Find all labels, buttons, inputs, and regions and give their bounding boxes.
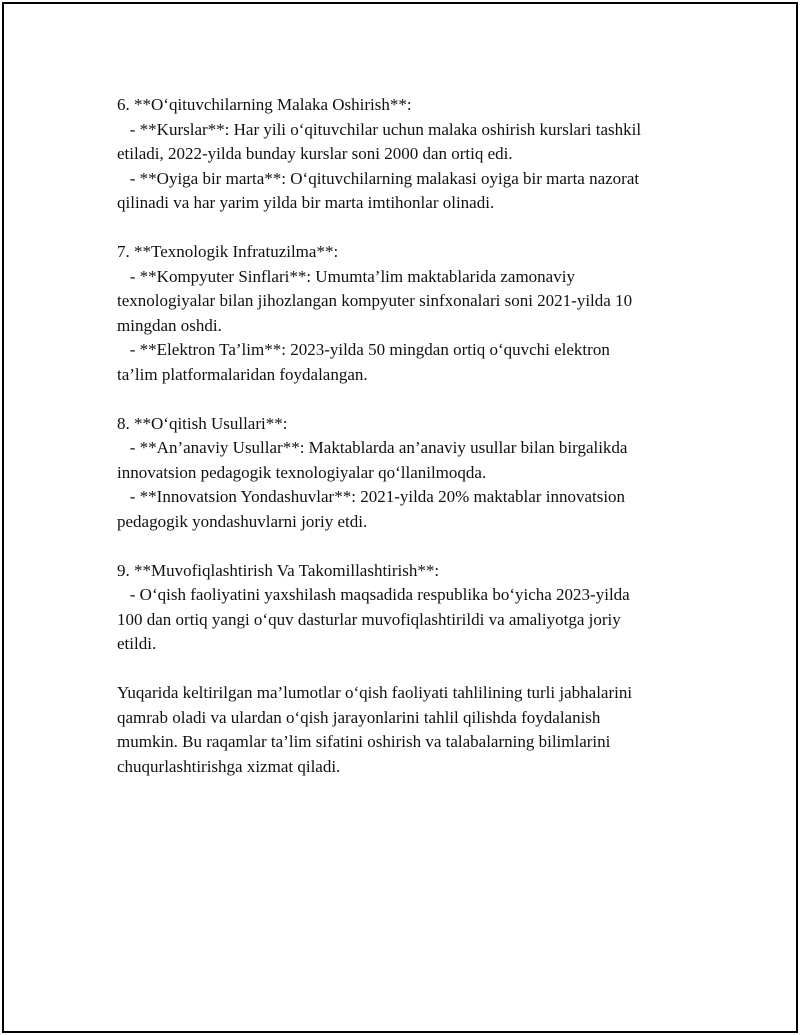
document-body	[117, 93, 697, 804]
text-line: mingdan oshdi.	[117, 315, 222, 335]
text-line: - **Innovatsion Yondashuvlar**: 2021-yilda 20% maktablar innovatsion	[117, 487, 626, 506]
section-tech-infrastructure	[117, 240, 697, 387]
section-coordination	[117, 559, 697, 657]
text-line: - **Elektron Ta’lim**: 2023-yilda 50 mingdan ortiq o‘quvchi elektron	[117, 340, 610, 359]
text-line: - **Oyiga bir marta**: O‘qituvchilarning malakasi oyiga bir marta nazorat	[117, 168, 640, 188]
section-teacher-training	[117, 93, 697, 216]
text-line: - **Kurslar**: Har yili o‘qituvchilar uchun malaka oshirish kurslari tashkil	[117, 119, 642, 139]
section-heading: 8. **O‘qitish Usullari**:	[117, 413, 288, 433]
text-line: chuqurlashtirishga xizmat qiladi.	[117, 756, 341, 776]
text-line: qamrab oladi va ulardan o‘qish jarayonlarini tahlil qilishda foydalanish	[117, 707, 601, 727]
text-line: pedagogik yondashuvlarni joriy etdi.	[117, 511, 368, 531]
section-teaching-methods	[117, 412, 697, 535]
text-line: - **Kompyuter Sinflari**: Umumta’lim maktablarida zamonaviy	[117, 266, 575, 286]
text-line: - **An’anaviy Usullar**: Maktablarda an’anaviy usullar bilan birgalikda	[117, 438, 628, 457]
section-heading: 6. **O‘qituvchilarning Malaka Oshirish**:	[117, 95, 412, 114]
text-line: - O‘qish faoliyatini yaxshilash maqsadida respublika bo‘yicha 2023-yilda	[117, 585, 630, 604]
text-line: qilinadi va har yarim yilda bir marta imtihonlar olinadi.	[117, 193, 495, 212]
text-line: innovatsion pedagogik texnologiyalar qo‘llanilmoqda.	[117, 462, 487, 482]
text-line: etiladi, 2022-yilda bunday kurslar soni 2000 dan ortiq edi.	[117, 144, 513, 163]
text-line: 100 dan ortiq yangi o‘quv dasturlar muvofiqlashtirildi va amaliyotga joriy	[117, 609, 621, 629]
text-line: etildi.	[117, 634, 157, 653]
text-line: mumkin. Bu raqamlar ta’lim sifatini oshirish va talabalarning bilimlarini	[117, 732, 611, 751]
summary-paragraph	[117, 681, 697, 779]
text-line: Yuqarida keltirilgan ma’lumotlar o‘qish faoliyati tahlilining turli jabhalarini	[117, 683, 633, 702]
text-line: texnologiyalar bilan jihozlangan kompyuter sinfxonalari soni 2021-yilda 10	[117, 291, 633, 310]
text-line: ta’lim platformalaridan foydalangan.	[117, 364, 368, 384]
section-heading: 7. **Texnologik Infratuzilma**:	[117, 242, 339, 261]
section-heading: 9. **Muvofiqlashtirish Va Takomillashtirish**:	[117, 560, 440, 580]
